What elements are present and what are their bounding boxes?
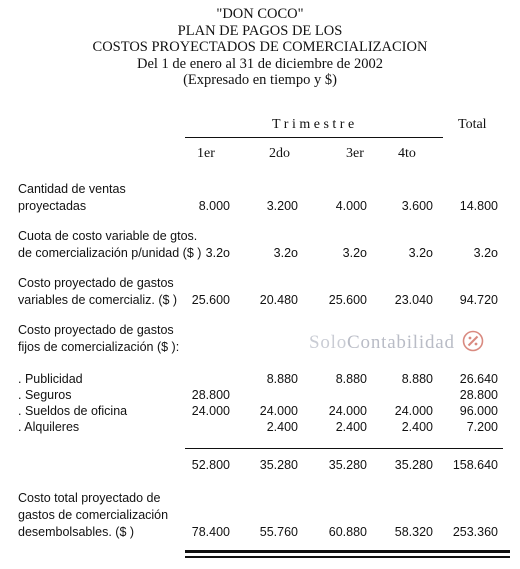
cell-cuota-q3: 3.2o [342, 246, 367, 260]
cell-subtotal-q1: 52.800 [191, 458, 230, 472]
row-alquileres-label: . Alquileres [18, 420, 80, 434]
report-title: COSTOS PROYECTADOS DE COMERCIALIZACION [92, 39, 428, 55]
row-total-label-2: gastos de comercialización [18, 508, 169, 522]
cell-sueldos-q2: 24.000 [259, 404, 298, 418]
cell-total-q4: 58.320 [394, 525, 433, 539]
row-total-label-3: desembolsables. ($ ) [18, 525, 135, 539]
report-period: Del 1 de enero al 31 de diciembre de 2002 [136, 55, 383, 72]
cell-total-q2: 55.760 [259, 525, 298, 539]
cell-alquileres-q3: 2.400 [335, 420, 367, 434]
cell-total-q3: 60.880 [328, 525, 367, 539]
report-unit: (Expresado en tiempo y $) [183, 72, 337, 88]
cell-alquileres-q2: 2.400 [266, 420, 298, 434]
row-fijos-label-2: fijos de comercialización ($ ): [18, 340, 180, 354]
cell-variables-total: 94.720 [459, 293, 498, 307]
cell-seguros-q1: 28.800 [191, 388, 230, 402]
row-seguros-label: . Seguros [18, 388, 72, 402]
col-3er: 3er [346, 146, 364, 161]
cell-publicidad-q3: 8.880 [335, 372, 367, 386]
col-1er: 1er [197, 146, 215, 161]
cell-subtotal-q3: 35.280 [328, 458, 367, 472]
row-variables-label-2: variables de comercializ. ($ ) [18, 293, 178, 307]
total-heading: Total [458, 117, 487, 132]
cell-total-total: 253.360 [452, 525, 498, 539]
row-fijos-label-1: Costo proyectado de gastos [18, 323, 174, 337]
cell-variables-q1: 25.600 [191, 293, 230, 307]
row-sueldos-label: . Sueldos de oficina [18, 404, 128, 418]
cell-sueldos-total: 96.000 [459, 404, 498, 418]
cell-sueldos-q1: 24.000 [191, 404, 230, 418]
cell-subtotal-total: 158.640 [452, 458, 498, 472]
calculator-logo-icon [462, 330, 484, 352]
subtotal-rule [185, 448, 503, 449]
row-cuota-label-2: de comercialización p/unidad ($ ) [18, 246, 202, 260]
cell-total-q1: 78.400 [191, 525, 230, 539]
row-cuota-label-1: Cuota de costo variable de gtos. [18, 229, 198, 243]
cell-variables-q4: 23.040 [394, 293, 433, 307]
cell-sueldos-q4: 24.000 [394, 404, 433, 418]
plan-title: PLAN DE PAGOS DE LOS [177, 22, 343, 39]
cell-ventas-q4: 3.600 [401, 199, 433, 213]
cell-cuota-q2: 3.2o [273, 246, 298, 260]
cell-ventas-q1: 8.000 [198, 199, 230, 213]
col-2do: 2do [269, 146, 290, 161]
cell-subtotal-q2: 35.280 [259, 458, 298, 472]
cell-publicidad-total: 26.640 [459, 372, 498, 386]
cell-subtotal-q4: 35.280 [394, 458, 433, 472]
company-name: "DON COCO" [216, 6, 304, 22]
cell-cuota-q1: 3.2o [205, 246, 230, 260]
trimestre-heading: T r i m e s t r e [272, 117, 355, 132]
cell-publicidad-q4: 8.880 [401, 372, 433, 386]
cell-cuota-total: 3.2o [473, 246, 498, 260]
watermark-part-1: Solo [309, 332, 348, 353]
row-ventas-label-2: proyectadas [18, 199, 87, 213]
cell-alquileres-total: 7.200 [466, 420, 498, 434]
watermark-part-2: Contabilidad [347, 332, 455, 353]
cell-variables-q2: 20.480 [259, 293, 298, 307]
report-header [0, 6, 520, 89]
cell-variables-q3: 25.600 [328, 293, 367, 307]
total-double-rule-top [185, 550, 510, 553]
row-variables-label-1: Costo proyectado de gastos [18, 276, 174, 290]
cell-cuota-q4: 3.2o [408, 246, 433, 260]
cell-sueldos-q3: 24.000 [328, 404, 367, 418]
cell-alquileres-q4: 2.400 [401, 420, 433, 434]
row-publicidad-label: . Publicidad [18, 372, 83, 386]
trimestre-underline [185, 137, 443, 138]
cell-ventas-q3: 4.000 [335, 199, 367, 213]
total-double-rule-bottom [185, 556, 510, 558]
cell-ventas-q2: 3.200 [266, 199, 298, 213]
row-total-label-1: Costo total proyectado de [18, 491, 161, 505]
cell-ventas-total: 14.800 [459, 199, 498, 213]
col-4to: 4to [398, 146, 416, 161]
row-ventas-label-1: Cantidad de ventas [18, 182, 126, 196]
watermark [309, 330, 484, 354]
cell-seguros-total: 28.800 [459, 388, 498, 402]
cell-publicidad-q2: 8.880 [266, 372, 298, 386]
